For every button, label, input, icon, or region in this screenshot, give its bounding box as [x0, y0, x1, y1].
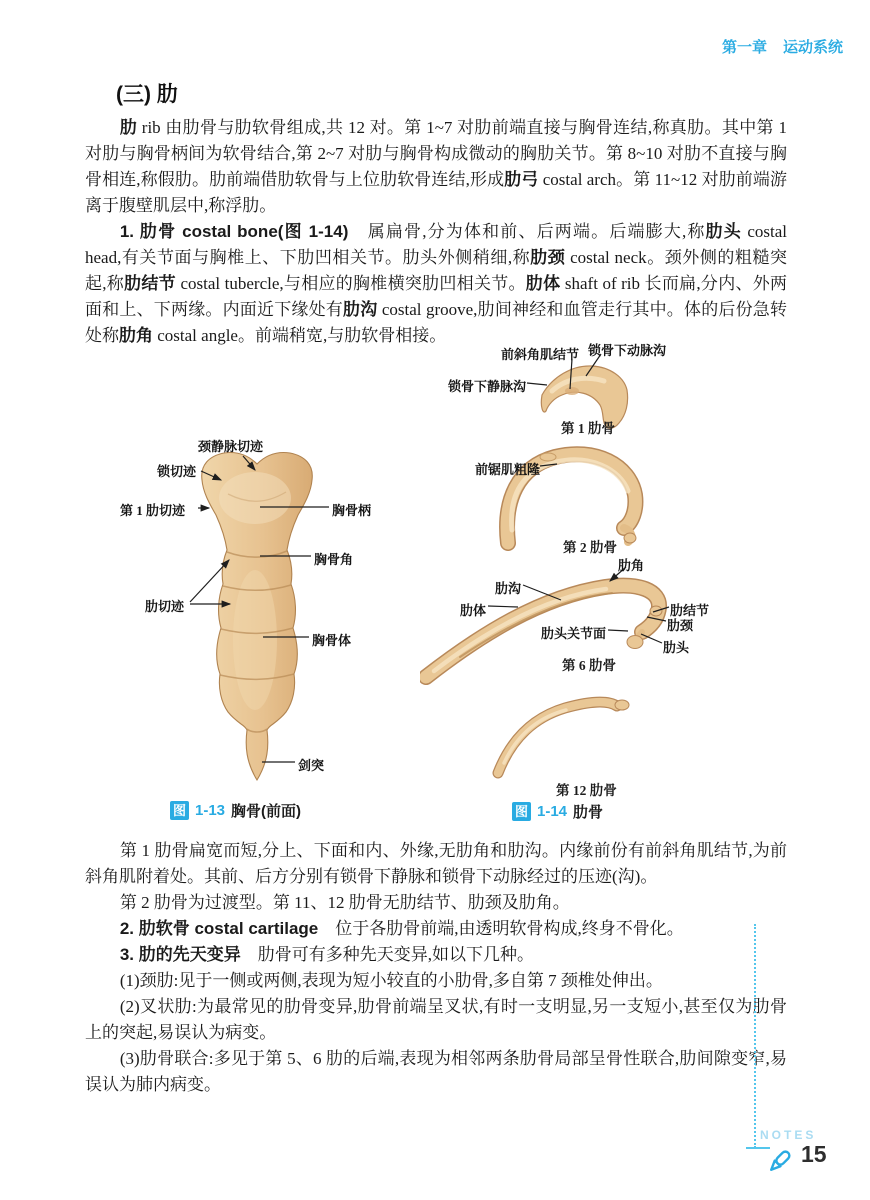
paragraph — [85, 838, 787, 890]
text-segment: (2)叉状肋:为最常见的肋骨变异,肋骨前端呈叉状,有时一支明显,另一支短小,甚至仅为肋骨上的突起,易误认为病变。 — [85, 997, 787, 1042]
top-text-block — [85, 78, 787, 349]
text-segment: costal groove,肋间神经和血管走行其中。体的后份急转处称 — [85, 300, 788, 345]
chapter-title: 运动系统 — [782, 39, 843, 56]
text-segment: 肋角 — [119, 326, 153, 345]
subcaption-rib6: 第 6 肋骨 — [562, 658, 616, 673]
chapter-header — [722, 36, 843, 57]
text-segment: (3)肋骨联合:多见于第 5、6 肋的后端,表现为相邻两条肋骨局部呈骨性联合,肋间隙变窄,易误认为肺内病变。 — [85, 1049, 787, 1094]
figure-number: 1-14 — [537, 803, 568, 820]
figure-title: 胸骨(前面) — [231, 803, 302, 820]
text-segment: costal angle。前端稍宽,与肋软骨相接。 — [153, 326, 447, 345]
text-segment: costal neck。颈外侧的粗糙突起,称 — [85, 248, 788, 293]
text-segment: 肋 — [119, 118, 138, 137]
label-shaft: 肋体 — [460, 603, 487, 618]
label-costal-groove: 肋沟 — [495, 581, 522, 596]
text-segment: 属扁骨,分为体和前、后两端。后端膨大,称 — [348, 222, 706, 241]
label-manubrium: 胸骨柄 — [332, 503, 372, 518]
subcaption-rib12: 第 12 肋骨 — [556, 783, 617, 798]
label-costal-head: 肋头 — [663, 640, 690, 655]
figure-sternum — [110, 430, 420, 830]
paragraph — [85, 916, 787, 942]
intro-paragraphs — [85, 115, 787, 349]
text-segment: costal arch。第 11~12 对肋前端游离于腹壁肌层中,称浮肋。 — [85, 170, 788, 215]
label-costal-tubercle: 肋结节 — [670, 603, 710, 618]
label-first-costal-notch: 第 1 肋切迹 — [120, 503, 186, 518]
text-segment: 肋弓 — [504, 170, 539, 189]
figure-caption-1-13 — [170, 800, 301, 821]
text-segment: shaft of rib 长而扁,分内、外两面和上、下两缘。内面近下缘处有 — [85, 274, 788, 319]
text-segment: costal tubercle,与相应的胸椎横突肋凹相关节。 — [175, 274, 526, 293]
chapter-number: 第一章 — [721, 39, 767, 56]
rib12-bone — [498, 700, 629, 773]
detail-paragraphs — [85, 838, 787, 1098]
paragraph — [85, 219, 787, 349]
text-segment: 位于各肋骨前端,由透明软骨构成,终身不骨化。 — [318, 919, 684, 938]
text-segment: (1)颈肋:见于一侧或两侧,表现为短小较直的小肋骨,多自第 7 颈椎处伸出。 — [119, 971, 663, 990]
paragraph — [85, 115, 787, 219]
paragraph — [85, 942, 787, 968]
label-costal-angle: 肋角 — [618, 558, 645, 573]
paragraph — [85, 968, 787, 994]
section-heading: (三) 肋 — [116, 83, 178, 106]
text-segment: costal head,有关节面与胸椎上、下肋凹相关节。肋头外侧稍细,称 — [85, 222, 787, 267]
figure-icon: 图 — [170, 801, 189, 820]
paragraph — [85, 890, 787, 916]
text-segment: 肋骨可有多种先天变异,如以下几种。 — [240, 945, 534, 964]
label-costal-notches: 肋切迹 — [145, 599, 185, 614]
label-costal-neck: 肋颈 — [667, 618, 694, 633]
label-subclavian-artery-groove: 锁骨下动脉沟 — [588, 343, 667, 358]
text-segment: 第 2 肋骨为过渡型。第 11、12 肋骨无肋结节、肋颈及肋角。 — [119, 893, 570, 912]
label-clavicular-notch: 锁切迹 — [157, 464, 197, 479]
text-segment: 2. 肋软骨 costal cartilage — [119, 919, 319, 938]
ribs-illustration — [420, 335, 770, 835]
figure-caption-1-14 — [512, 801, 603, 822]
label-subclavian-vein-groove: 锁骨下静脉沟 — [448, 379, 527, 394]
bottom-text-block — [85, 838, 787, 1098]
figure-title: 肋骨 — [573, 804, 604, 821]
text-segment: 1. 肋骨 costal bone(图 1-14) — [119, 222, 349, 241]
label-jugular-notch: 颈静脉切迹 — [198, 439, 264, 454]
text-segment: 肋沟 — [343, 300, 378, 319]
paragraph — [85, 994, 787, 1046]
text-segment: 肋结节 — [124, 274, 176, 293]
text-segment: 肋头 — [705, 222, 742, 241]
figure-ribs — [420, 335, 770, 835]
label-serratus-tuberosity: 前锯肌粗隆 — [475, 462, 541, 477]
page-number: 15 — [801, 1141, 827, 1167]
pencil-icon — [763, 1146, 795, 1183]
text-segment: 肋体 — [525, 274, 561, 293]
label-sternal-body: 胸骨体 — [312, 633, 352, 648]
sternum-illustration — [110, 430, 420, 830]
figure-number: 1-13 — [195, 802, 226, 819]
notes-label: NOTES — [760, 1128, 817, 1142]
label-head-articular-facet: 肋头关节面 — [541, 626, 607, 641]
text-segment: rib 由肋骨与肋软骨组成,共 12 对。第 1~7 对肋前端直接与胸骨连结,称真肋。其中第 1 对肋与胸骨柄间为软骨结合,第 2~7 对肋与胸骨构成微动的胸肋关节。第 8~10 对肋不直接与胸骨相连,称假肋。肋前端借肋软骨与上位肋软骨连结,形成 — [85, 118, 787, 189]
subcaption-rib2: 第 2 肋骨 — [563, 540, 617, 555]
subcaption-rib1: 第 1 肋骨 — [561, 421, 615, 436]
figure-icon: 图 — [512, 802, 531, 821]
label-xiphoid: 剑突 — [298, 758, 325, 773]
text-segment: 第 1 肋骨扁宽而短,分上、下面和内、外缘,无肋角和肋沟。内缘前份有前斜角肌结节,为前斜角肌附着处。其前、后方分别有锁骨下静脉和锁骨下动脉经过的压迹(沟)。 — [85, 841, 787, 886]
text-segment: 3. 肋的先天变异 — [119, 945, 241, 964]
label-sternal-angle: 胸骨角 — [314, 552, 354, 567]
paragraph — [85, 1046, 787, 1098]
notes-divider — [754, 924, 756, 1148]
label-scalene-tubercle: 前斜角肌结节 — [501, 347, 580, 362]
text-segment: 肋颈 — [530, 248, 566, 267]
